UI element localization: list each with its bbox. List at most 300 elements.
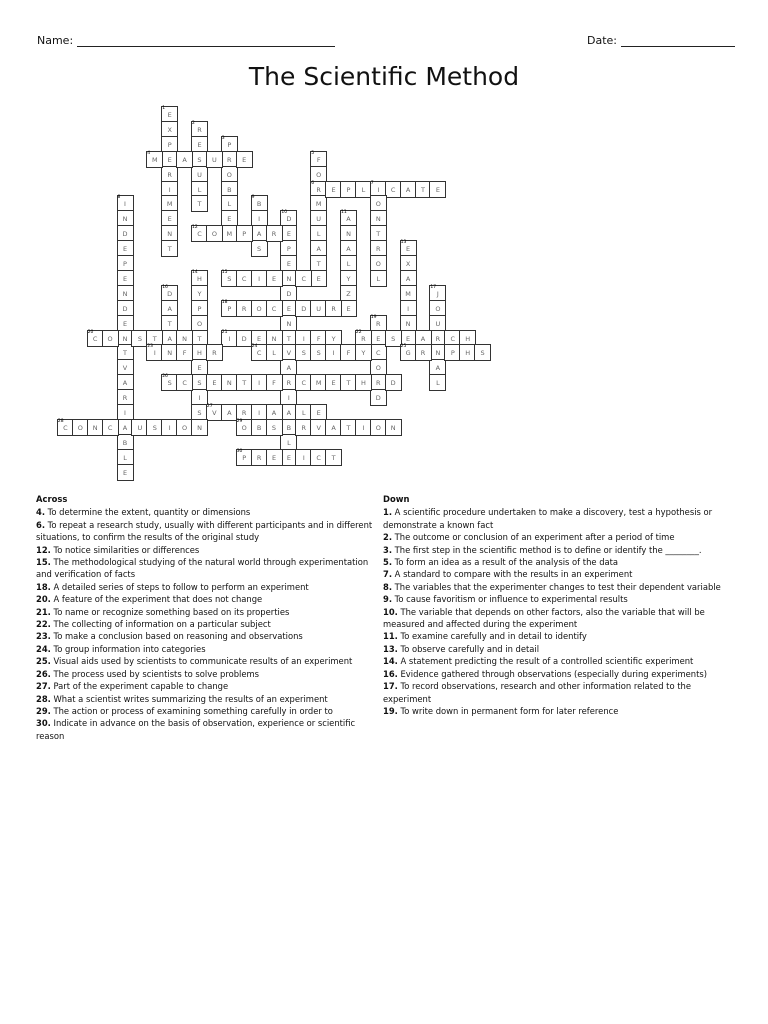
cell-letter: R	[420, 349, 426, 358]
clue-item-number: 10.	[383, 606, 398, 617]
cell-letter: A	[227, 409, 232, 417]
cell-letter: R	[256, 453, 262, 462]
cell-letter: E	[197, 140, 202, 149]
crossword-grid	[0, 0, 768, 500]
clue-item	[36, 630, 381, 642]
clue-item-number: 12.	[36, 544, 51, 555]
clue-item-number: 15.	[36, 557, 51, 568]
clue-number: 24	[251, 344, 258, 350]
cell-letter: E	[286, 304, 291, 313]
cell-letter: T	[123, 349, 127, 358]
grid-cell[interactable]	[340, 300, 357, 317]
grid-cell[interactable]	[206, 225, 223, 242]
cell-letter: V	[286, 349, 292, 358]
clue-item-number: 17.	[383, 681, 398, 692]
cell-letter: I	[258, 274, 261, 283]
clue-item-number: 26.	[36, 668, 51, 679]
cell-letter: J	[436, 289, 439, 298]
grid-cell[interactable]	[474, 344, 491, 361]
cell-letter: I	[362, 423, 365, 432]
clue-item-number: 4.	[36, 507, 46, 518]
clue-number: 17	[430, 284, 437, 290]
clue-item-text: Visual aids used by scientists to communicate results of an experiment	[50, 656, 353, 667]
clue-item-number: 1.	[383, 507, 393, 518]
cell-letter: F	[182, 349, 187, 358]
cell-letter: C	[92, 334, 98, 343]
cell-letter: O	[375, 260, 381, 268]
grid-cell[interactable]	[415, 344, 432, 361]
grid-cell[interactable]	[161, 240, 178, 257]
clue-item-number: 30.	[36, 718, 51, 729]
clue-item-number: 11.	[383, 631, 398, 642]
clue-number: 12	[192, 225, 198, 231]
cell-letter: I	[198, 394, 201, 403]
cell-letter: M	[166, 200, 173, 209]
clue-item	[383, 556, 723, 568]
cell-letter: H	[465, 334, 471, 343]
cell-letter: R	[122, 394, 128, 403]
cell-letter: C	[241, 274, 247, 283]
cell-letter: G	[405, 349, 411, 358]
clue-item-number: 5.	[383, 557, 393, 568]
cell-letter: P	[227, 304, 232, 313]
clue-item-text: The process used by scientists to solve problems	[50, 668, 260, 679]
cell-letter: A	[405, 185, 411, 194]
cell-letter: C	[182, 379, 187, 388]
cell-letter: C	[301, 274, 307, 283]
cell-letter: O	[211, 230, 217, 239]
cell-letter: C	[316, 453, 321, 462]
cell-letter: R	[301, 423, 307, 432]
cell-letter: U	[137, 423, 143, 432]
cell-letter: D	[286, 215, 292, 224]
grid-cell[interactable]	[385, 374, 402, 391]
cell-letter: A	[435, 364, 441, 373]
clue-number: 19	[370, 314, 377, 320]
clue-item	[383, 668, 723, 680]
grid-cell[interactable]	[102, 419, 119, 436]
clue-number: 26	[162, 374, 168, 380]
clue-number: 3	[221, 135, 225, 141]
clue-item	[383, 544, 723, 556]
cell-letter: P	[123, 260, 127, 268]
cell-letter: M	[151, 155, 158, 164]
cell-letter: R	[376, 245, 381, 254]
cell-letter: E	[227, 215, 232, 224]
cell-letter: I	[258, 409, 261, 417]
cell-letter: N	[122, 289, 128, 298]
cell-letter: X	[167, 125, 172, 134]
cell-letter: E	[122, 245, 128, 254]
clue-item-number: 8.	[383, 581, 393, 592]
cell-letter: I	[168, 423, 171, 432]
clue-item-number: 27.	[36, 681, 51, 692]
cell-letter: M	[315, 379, 322, 388]
cell-letter: E	[242, 155, 247, 164]
cell-letter: E	[167, 111, 172, 119]
cell-letter: L	[123, 453, 127, 462]
cell-letter: T	[152, 334, 157, 343]
cell-letter: O	[316, 170, 322, 179]
cell-letter: I	[258, 215, 261, 224]
grid-cell[interactable]	[325, 449, 342, 466]
clue-number: 28	[57, 418, 64, 424]
cell-letter: I	[168, 185, 171, 194]
clue-item	[36, 606, 381, 618]
cell-letter: R	[376, 319, 381, 328]
cell-letter: E	[122, 319, 128, 328]
page-title: The Scientific Method	[248, 62, 520, 91]
clue-item-number: 23.	[36, 631, 51, 642]
cell-letter: P	[227, 140, 232, 149]
clue-number: 14	[192, 269, 198, 275]
cell-letter: N	[92, 423, 98, 432]
grid-cell[interactable]	[355, 374, 372, 391]
cell-letter: M	[405, 289, 411, 298]
name-label: Name:	[37, 34, 74, 47]
clue-item-text: Indicate in advance on the basis of observation, experience or scientific reason	[36, 718, 356, 741]
clue-number: 21	[221, 329, 228, 335]
cell-letter: E	[346, 304, 351, 313]
cell-letter: A	[286, 409, 292, 417]
cell-letter: U	[435, 319, 441, 328]
grid-cell[interactable]	[355, 344, 372, 361]
cell-letter: I	[153, 349, 156, 358]
grid-cell[interactable]	[176, 374, 193, 391]
down-heading: Down	[383, 494, 410, 504]
clue-item-text: The methodological studying of the natural world through experimentation and verification of facts	[36, 557, 369, 580]
cell-letter: R	[361, 334, 366, 343]
cell-letter: L	[346, 260, 351, 268]
clue-item	[36, 593, 381, 605]
cell-letter: D	[390, 379, 396, 388]
clue-item-text: A statement predicting the result of a controlled scientific experiment	[397, 656, 694, 667]
cell-letter: R	[241, 304, 247, 313]
clue-number: 5	[311, 150, 315, 156]
clue-item-text: To examine carefully and in detail to identify	[397, 631, 587, 642]
cell-letter: N	[405, 319, 411, 328]
cell-letter: L	[287, 438, 291, 447]
cell-letter: L	[227, 200, 232, 209]
cell-letter: I	[302, 453, 305, 462]
clue-item-text: The first step in the scientific method is to define or identify the ________.	[392, 544, 702, 555]
cell-letter: N	[435, 349, 441, 358]
cell-letter: F	[316, 155, 321, 164]
clue-number: 2	[192, 120, 195, 126]
clue-item-number: 18.	[36, 581, 51, 592]
grid-cell[interactable]	[295, 270, 312, 287]
grid-cell[interactable]	[266, 270, 283, 287]
cell-letter: B	[256, 200, 262, 209]
cell-letter: M	[315, 200, 322, 209]
cell-letter: Y	[361, 349, 366, 358]
clue-item-number: 3.	[383, 544, 393, 555]
clue-item	[383, 531, 723, 543]
grid-cell[interactable]	[146, 151, 163, 168]
grid-cell[interactable]	[266, 419, 283, 436]
cell-letter: E	[286, 230, 291, 239]
clue-item	[36, 693, 381, 705]
grid-cell[interactable]	[117, 464, 134, 481]
grid-cell[interactable]	[429, 181, 446, 198]
cell-letter: N	[167, 230, 173, 239]
cell-letter: A	[331, 423, 336, 432]
clue-item-number: 19.	[383, 705, 398, 716]
cell-letter: E	[406, 334, 411, 343]
cell-letter: R	[167, 170, 172, 179]
cell-letter: A	[346, 215, 351, 224]
grid-cell[interactable]	[429, 374, 446, 391]
cell-letter: D	[301, 304, 307, 313]
across-clues	[36, 493, 381, 742]
cell-letter: S	[227, 274, 232, 283]
grid-cell[interactable]	[236, 151, 253, 168]
across-clue-list	[36, 506, 381, 742]
cell-letter: R	[197, 125, 202, 134]
grid-cell[interactable]	[176, 151, 193, 168]
cell-letter: C	[301, 379, 307, 388]
clue-item-text: Evidence gathered through observations (especially during experiments)	[397, 668, 707, 679]
cell-letter: P	[450, 349, 455, 358]
clue-item-text: To observe carefully and in detail	[397, 643, 540, 654]
cell-letter: A	[167, 334, 172, 343]
cell-letter: O	[226, 170, 232, 179]
clue-item	[36, 556, 381, 581]
grid-cell[interactable]	[266, 225, 283, 242]
cell-letter: A	[316, 245, 321, 254]
clue-item	[36, 519, 381, 544]
cell-letter: S	[316, 349, 321, 358]
cell-letter: D	[167, 289, 173, 298]
clue-item-number: 20.	[36, 594, 51, 605]
cell-letter: O	[435, 304, 441, 313]
cell-letter: E	[212, 379, 217, 388]
cell-letter: Y	[197, 289, 202, 298]
clue-item-text: The variable that depends on other factors, also the variable that will be measured and affected during the experiment	[383, 606, 705, 630]
clue-item-text: The outcome or conclusion of an experiment after a period of time	[392, 532, 675, 543]
clue-item-text: To record observations, research and other information related to the experiment	[383, 681, 691, 704]
clue-item	[383, 593, 723, 605]
cell-letter: B	[227, 185, 232, 194]
clue-item	[383, 568, 723, 580]
cell-letter: R	[376, 379, 381, 388]
grid-cell[interactable]	[310, 270, 327, 287]
clue-number: 27	[206, 404, 213, 409]
clue-item	[36, 680, 381, 692]
cell-letter: C	[63, 423, 68, 432]
cell-letter: O	[107, 334, 113, 343]
cell-letter: E	[286, 260, 291, 268]
cell-letter: C	[271, 304, 277, 313]
grid-cell[interactable]	[206, 151, 223, 168]
cell-letter: I	[124, 409, 126, 417]
grid-cell[interactable]	[191, 195, 208, 212]
cell-letter: T	[197, 334, 202, 343]
cell-letter: O	[256, 304, 262, 313]
cell-letter: H	[465, 349, 471, 358]
clue-item	[36, 643, 381, 655]
clue-number: 1	[162, 106, 166, 111]
cell-letter: P	[167, 140, 172, 149]
cell-letter: N	[390, 423, 396, 432]
cell-letter: T	[376, 230, 381, 239]
cell-letter: U	[197, 170, 202, 179]
clue-item-text: To group information into categories	[50, 643, 206, 654]
cell-letter: S	[391, 334, 396, 343]
cell-letter: A	[167, 304, 172, 313]
cell-letter: D	[375, 394, 381, 403]
clue-number: 4	[147, 150, 151, 156]
cell-letter: T	[167, 245, 172, 254]
cell-letter: O	[375, 200, 381, 209]
cell-letter: N	[226, 379, 232, 388]
cell-letter: A	[122, 379, 128, 388]
cell-letter: R	[241, 409, 247, 417]
grid-cell[interactable]	[266, 300, 283, 317]
clue-number: 8	[117, 195, 121, 201]
cell-letter: T	[167, 319, 172, 328]
cell-letter: E	[167, 155, 172, 164]
clue-number: 9	[251, 195, 255, 201]
cell-letter: H	[197, 274, 202, 283]
cell-letter: H	[360, 379, 366, 388]
clue-item-number: 7.	[383, 569, 393, 580]
cell-letter: E	[167, 215, 172, 224]
cell-letter: X	[405, 260, 411, 268]
grid-cell[interactable]	[206, 344, 223, 361]
cell-letter: R	[212, 349, 217, 358]
cell-letter: O	[375, 364, 381, 373]
clue-item-text: What a scientist writes summarizing the results of an experiment	[50, 693, 328, 704]
cell-letter: E	[331, 185, 336, 194]
cell-letter: L	[272, 349, 276, 358]
clue-item-text: To cause favoritism or influence to experimental results	[392, 594, 628, 605]
grid-cell[interactable]	[102, 330, 119, 347]
cell-letter: U	[316, 215, 322, 224]
cell-letter: N	[167, 349, 173, 358]
clue-item-text: The variables that the experimenter changes to test their dependent variable	[392, 581, 721, 592]
cell-letter: S	[301, 349, 306, 358]
cell-letter: P	[242, 230, 247, 239]
clue-item	[36, 717, 381, 742]
cell-letter: S	[197, 155, 202, 164]
cell-letter: P	[242, 453, 247, 462]
clue-item-text: To name or recognize something based on its properties	[50, 606, 290, 617]
clue-item	[36, 544, 381, 556]
cell-letter: F	[316, 334, 321, 343]
cell-letter: E	[257, 334, 262, 343]
cell-letter: I	[377, 185, 380, 194]
cell-letter: N	[197, 423, 202, 432]
grid-cell[interactable]	[251, 240, 268, 257]
cell-letter: U	[316, 304, 322, 313]
cell-letter: S	[197, 379, 202, 388]
cell-letter: A	[346, 245, 351, 254]
cell-letter: E	[271, 274, 277, 283]
clue-item-number: 22.	[36, 619, 51, 630]
clue-item	[36, 506, 381, 518]
cell-letter: E	[331, 379, 336, 388]
cell-letter: S	[152, 423, 157, 432]
cell-letter: O	[375, 423, 381, 432]
cell-letter: P	[346, 185, 351, 194]
grid-cell[interactable]	[266, 344, 283, 361]
cell-letter: E	[286, 453, 291, 462]
clue-number: 15	[221, 269, 228, 275]
cell-letter: Y	[346, 274, 351, 283]
grid-cell[interactable]	[191, 419, 208, 436]
cell-letter: S	[137, 334, 142, 343]
cell-letter: N	[286, 319, 292, 328]
cell-letter: S	[271, 423, 277, 432]
clue-item-text: A feature of the experiment that does not change	[50, 594, 263, 605]
cell-letter: A	[405, 274, 411, 283]
grid-cell[interactable]	[176, 344, 193, 361]
grid-cell[interactable]	[370, 270, 387, 287]
cell-letter: L	[316, 230, 321, 239]
clue-item-number: 28.	[36, 693, 51, 704]
clue-item	[383, 680, 723, 705]
cell-letter: A	[122, 423, 128, 432]
clue-number: 7	[370, 180, 374, 186]
cell-letter: D	[122, 304, 128, 313]
cell-letter: R	[316, 185, 321, 194]
grid-cell[interactable]	[370, 389, 387, 406]
cell-letter: L	[436, 379, 440, 388]
clue-item-number: 24.	[36, 643, 51, 654]
cell-letter: O	[182, 423, 188, 432]
clue-item	[383, 655, 723, 667]
cell-letter: T	[242, 379, 247, 388]
cell-letter: P	[286, 245, 291, 254]
cell-letter: N	[286, 274, 292, 283]
cell-letter: I	[287, 394, 290, 403]
clue-item-text: A detailed series of steps to follow to perform an experiment	[50, 581, 309, 592]
cell-letter: H	[197, 349, 202, 358]
cell-letter: N	[375, 215, 381, 224]
cell-letter: F	[346, 349, 351, 358]
clue-number: 13	[400, 240, 407, 246]
cell-letter: T	[421, 185, 425, 194]
grid-cell[interactable]	[325, 300, 342, 317]
cell-letter: E	[435, 185, 440, 194]
cell-letter: T	[286, 334, 291, 343]
clue-number: 23	[147, 344, 154, 350]
grid-cell[interactable]	[236, 225, 253, 242]
clue-item-text: To repeat a research study, usually with different participants and in different situations, to confirm the results of the original study	[36, 519, 373, 543]
cell-letter: N	[346, 230, 351, 239]
clue-number: 25	[400, 344, 407, 350]
clue-item-text: Part of the experiment capable to change	[50, 681, 229, 692]
clue-number: 10	[281, 210, 288, 216]
cell-letter: O	[196, 319, 203, 328]
grid-cell[interactable]	[385, 419, 402, 436]
clue-item	[383, 506, 723, 531]
grid-cell[interactable]	[266, 374, 283, 391]
grid-cell[interactable]	[266, 449, 283, 466]
cell-letter: Z	[346, 289, 351, 298]
clue-item-text: To form an idea as a result of the analysis of the data	[392, 557, 619, 568]
cell-letter: T	[316, 260, 321, 268]
across-heading: Across	[36, 494, 68, 504]
cell-letter: N	[122, 215, 128, 224]
cell-letter: E	[316, 274, 321, 283]
cell-letter: L	[361, 185, 366, 194]
cell-letter: Y	[331, 334, 336, 343]
cell-letter: O	[241, 423, 247, 432]
clue-item-number: 2.	[383, 532, 393, 543]
clue-number: 29	[236, 418, 243, 424]
